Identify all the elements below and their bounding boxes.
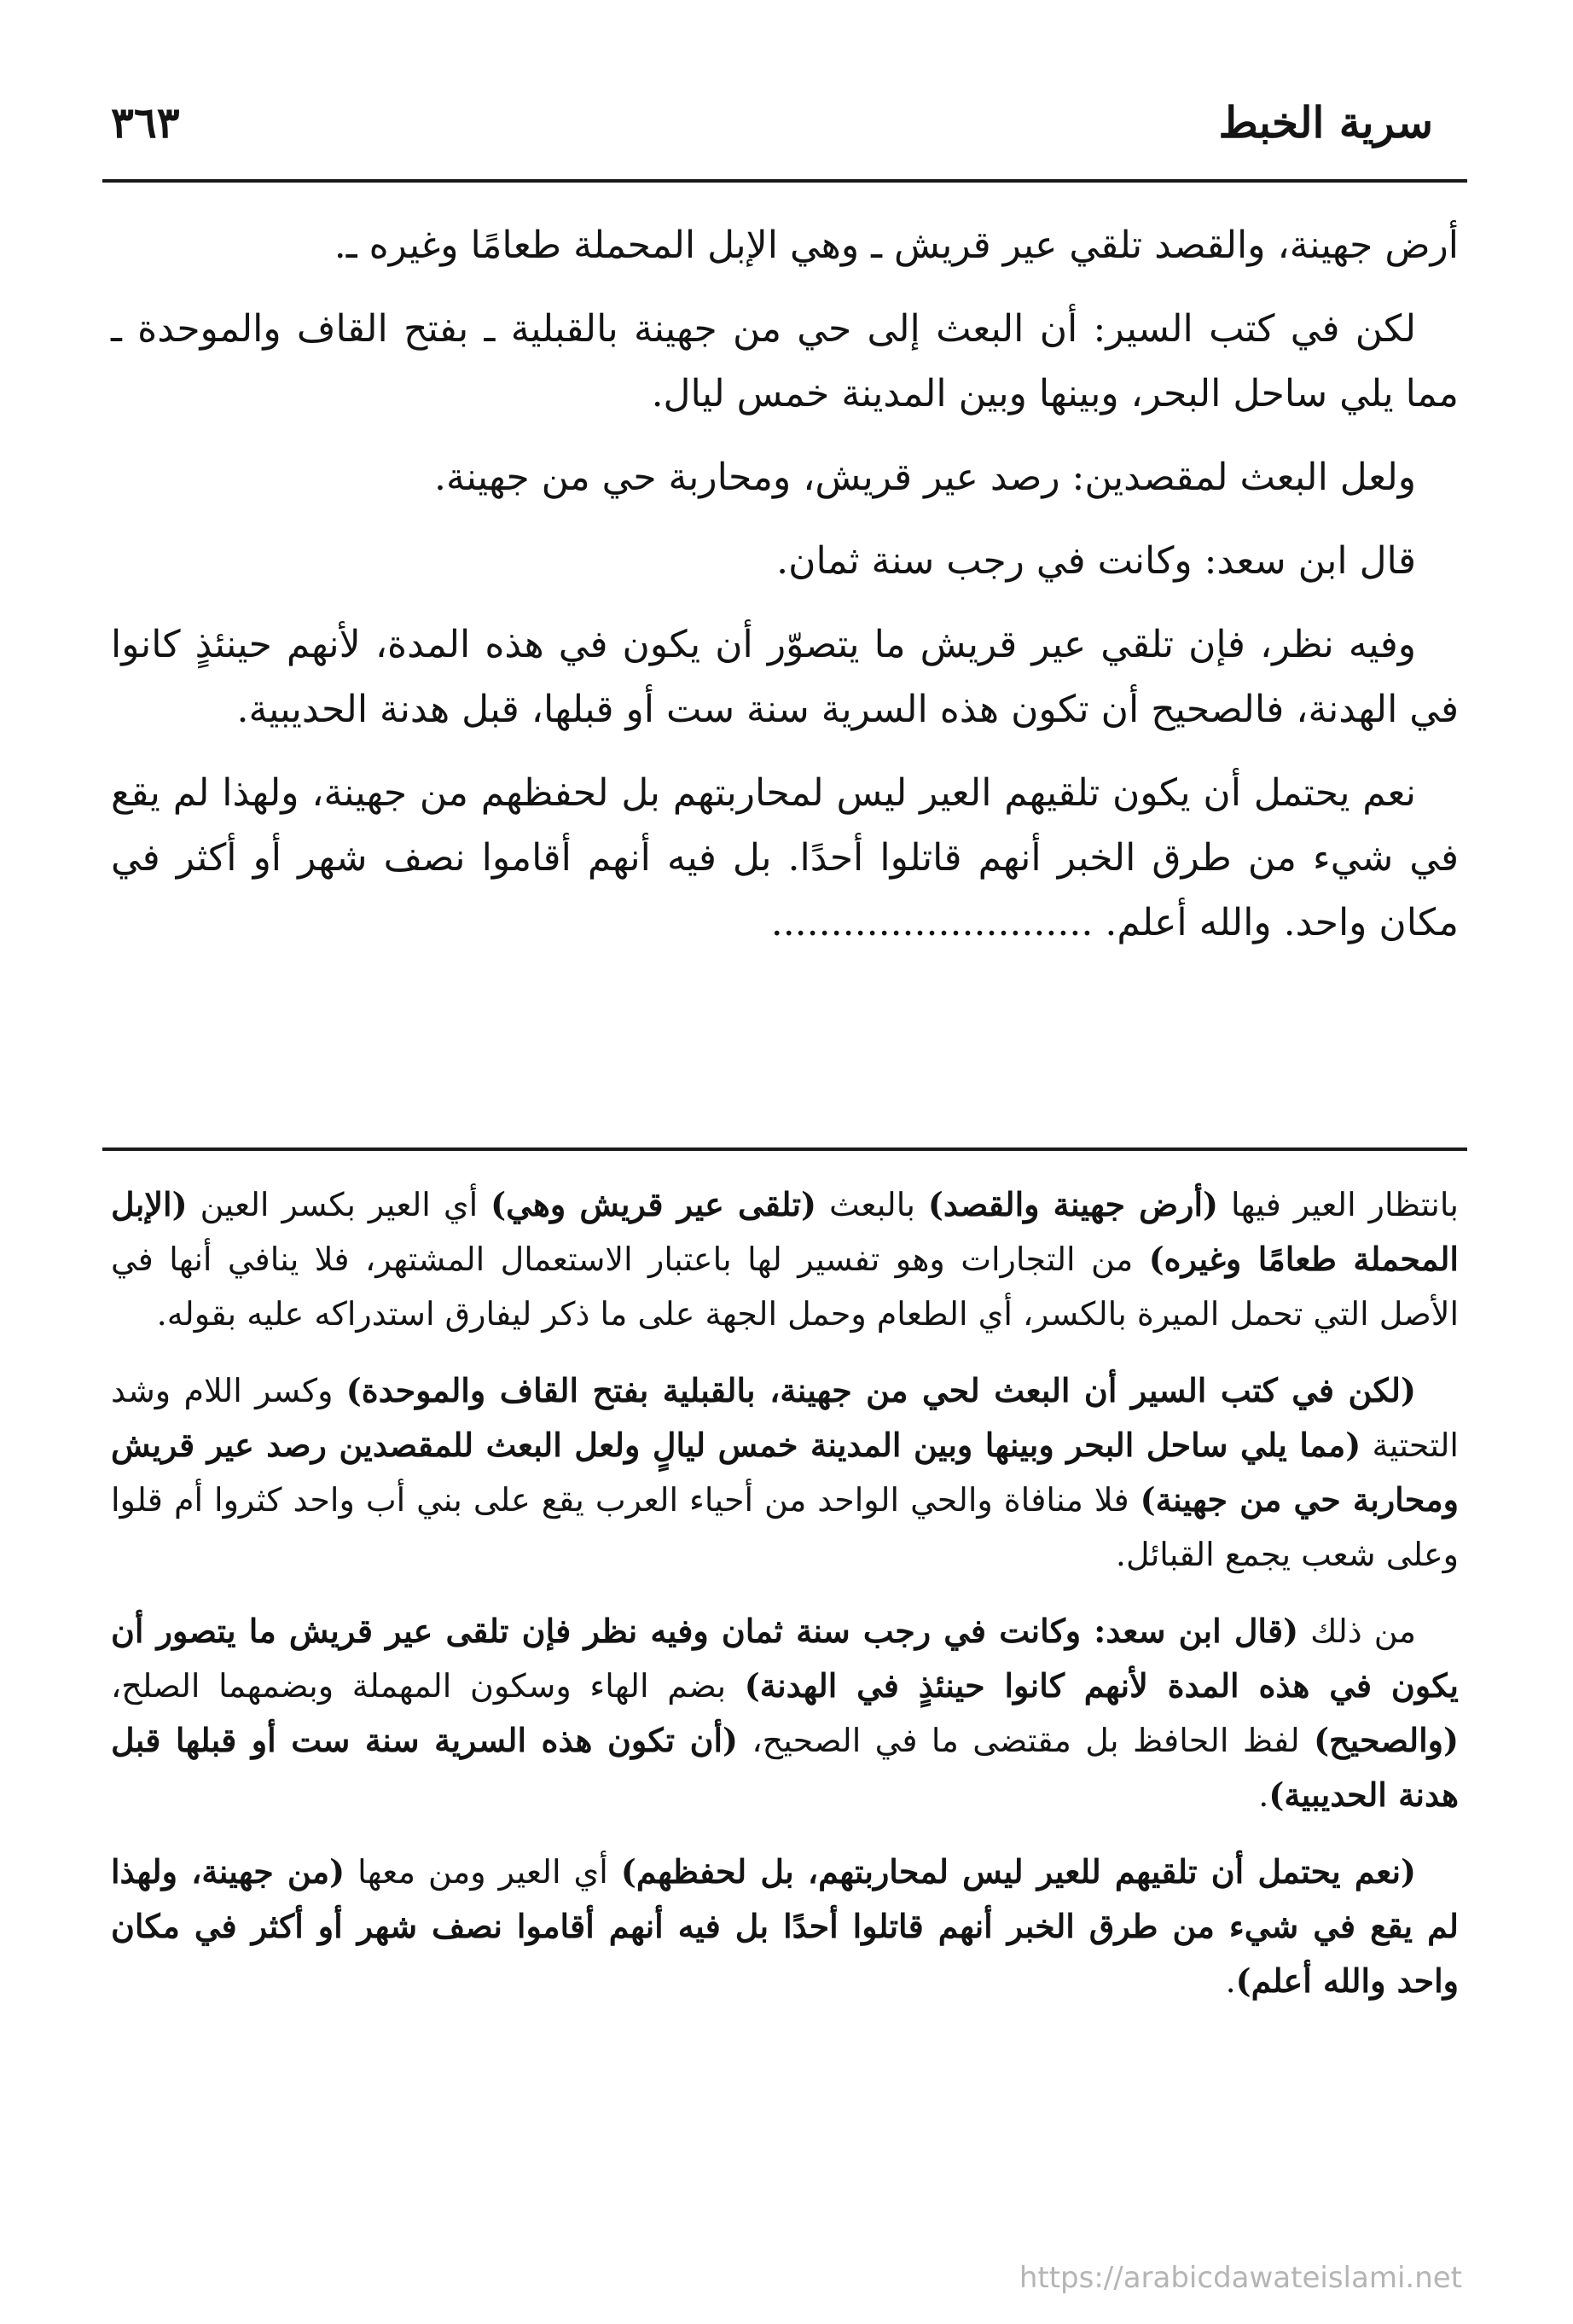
main-paragraph-2: لكن في كتب السير: أن البعث إلى حي من جهينة بالقبلية ـ بفتح القاف والموحدة ـ مما يلي ساحل البحر، وبينها وبين المدينة خمس ليال. xyxy=(111,307,1459,415)
quoted-main-text: (أن تكون هذه السرية سنة ست أو قبلها قبل هدنة الحديبية) xyxy=(111,1721,1459,1814)
page-header xyxy=(102,92,1467,169)
commentary-text-run: بالبعث xyxy=(816,1186,928,1223)
commentary-paragraph-4 xyxy=(111,1845,1459,2008)
commentary-text-run: . xyxy=(1225,1962,1236,2000)
main-paragraph-5: وفيه نظر، فإن تلقي عير قريش ما يتصوّر أن يكون في هذه المدة، لأنهم حينئذٍ كانوا في الهدنة، فالصحيح أن تكون هذه السرية سنة ست أو قبلها، قبل هدنة الحديبية. xyxy=(111,623,1459,731)
main-paragraph-6-text: نعم يحتمل أن يكون تلقيهم العير ليس لمحاربتهم بل لحفظهم من جهينة، ولهذا لم يقع في شيء من طرق الخبر أنهم قاتلوا أحدًا. بل فيه أنهم أقاموا نصف شهر أو أكثر في مكان واحد. والله أعلم. xyxy=(111,771,1459,944)
quoted-main-text: (أرض جهينة والقصد) xyxy=(927,1185,1218,1223)
commentary-text-run: بانتظار العير فيها xyxy=(1218,1186,1459,1223)
commentary-text-run: لفظ الحافظ بل مقتضى ما في الصحيح، xyxy=(738,1722,1315,1759)
quoted-main-text: (من جهينة، ولهذا لم يقع في شيء من طرق الخبر أنهم قاتلوا أحدًا بل فيه أنهم أقاموا نصف شهر أو أكثر في مكان واحد والله أعلم) xyxy=(111,1852,1459,2000)
header-rule xyxy=(102,179,1467,183)
commentary-paragraph-3 xyxy=(111,1604,1459,1822)
commentary-text-run: وكسر اللام وشد التحتية xyxy=(111,1372,1459,1464)
commentary-text xyxy=(111,1177,1459,2031)
quoted-main-text: (لكن في كتب السير أن البعث لحي من جهينة، بالقبلية بفتح القاف والموحدة) xyxy=(345,1371,1416,1409)
commentary-text-run: من التجارات وهو تفسير لها باعتبار الاستعمال المشتهر، فلا ينافي أنها في الأصل التي تحمل الميرة بالكسر، أي الطعام وحمل الجهة على ما ذكر ليفارق استدراكه عليه بقوله. xyxy=(111,1240,1459,1333)
commentary-divider xyxy=(102,1147,1467,1151)
commentary-paragraph-2 xyxy=(111,1363,1459,1582)
quoted-main-text: (قال ابن سعد: وكانت في رجب سنة ثمان وفيه نظر فإن تلقى عير قريش ما يتصور أن يكون في هذه المدة لأنهم كانوا حينئذٍ في الهدنة) xyxy=(111,1612,1459,1705)
main-paragraph-4: قال ابن سعد: وكانت في رجب سنة ثمان. xyxy=(776,539,1416,583)
commentary-paragraph-1 xyxy=(111,1177,1459,1341)
commentary-text-run: . xyxy=(1258,1776,1269,1814)
quoted-main-text: (الإبل المحملة طعامًا وغيره) xyxy=(111,1185,1459,1278)
commentary-text-run: أي العير ومن معها xyxy=(345,1853,621,1891)
commentary-text-run: من ذلك xyxy=(1298,1612,1417,1650)
commentary-text-run: بضم الهاء وسكون المهملة وبضمهما الصلح، xyxy=(111,1667,745,1705)
commentary-text-run: فلا منافاة والحي الواحد من أحياء العرب يقع على بني أب واحد كثروا أم قلوا وعلى شعب يجمع القبائل. xyxy=(111,1481,1459,1573)
main-text xyxy=(111,213,1459,974)
quoted-main-text: (مما يلي ساحل البحر وبينها وبين المدينة خمس ليالٍ ولعل البعث للمقصدين رصد عير قريش ومحاربة حي من جهينة) xyxy=(111,1426,1459,1519)
main-paragraph-6 xyxy=(111,761,1459,956)
quoted-main-text: (تلقى عير قريش وهي) xyxy=(490,1185,817,1223)
running-title: سرية الخبط xyxy=(1218,97,1433,148)
quoted-main-text: (نعم يحتمل أن تلقيهم للعير ليس لمحاربتهم، بل لحفظهم) xyxy=(620,1852,1417,1891)
main-paragraph-1: أرض جهينة، والقصد تلقي عير قريش ـ وهي الإبل المحملة طعامًا وغيره ـ. xyxy=(334,224,1459,267)
quoted-main-text: (والصحيح) xyxy=(1314,1721,1459,1759)
dotted-leader: ........................... xyxy=(770,901,1094,944)
page-number: ٣٦٣ xyxy=(111,97,180,148)
main-paragraph-3: ولعل البعث لمقصدين: رصد عير قريش، ومحاربة حي من جهينة. xyxy=(434,456,1416,499)
commentary-text-run: أي العير بكسر العين xyxy=(187,1186,491,1223)
watermark-url: https://arabicdawateislami.net xyxy=(1019,2261,1462,2295)
